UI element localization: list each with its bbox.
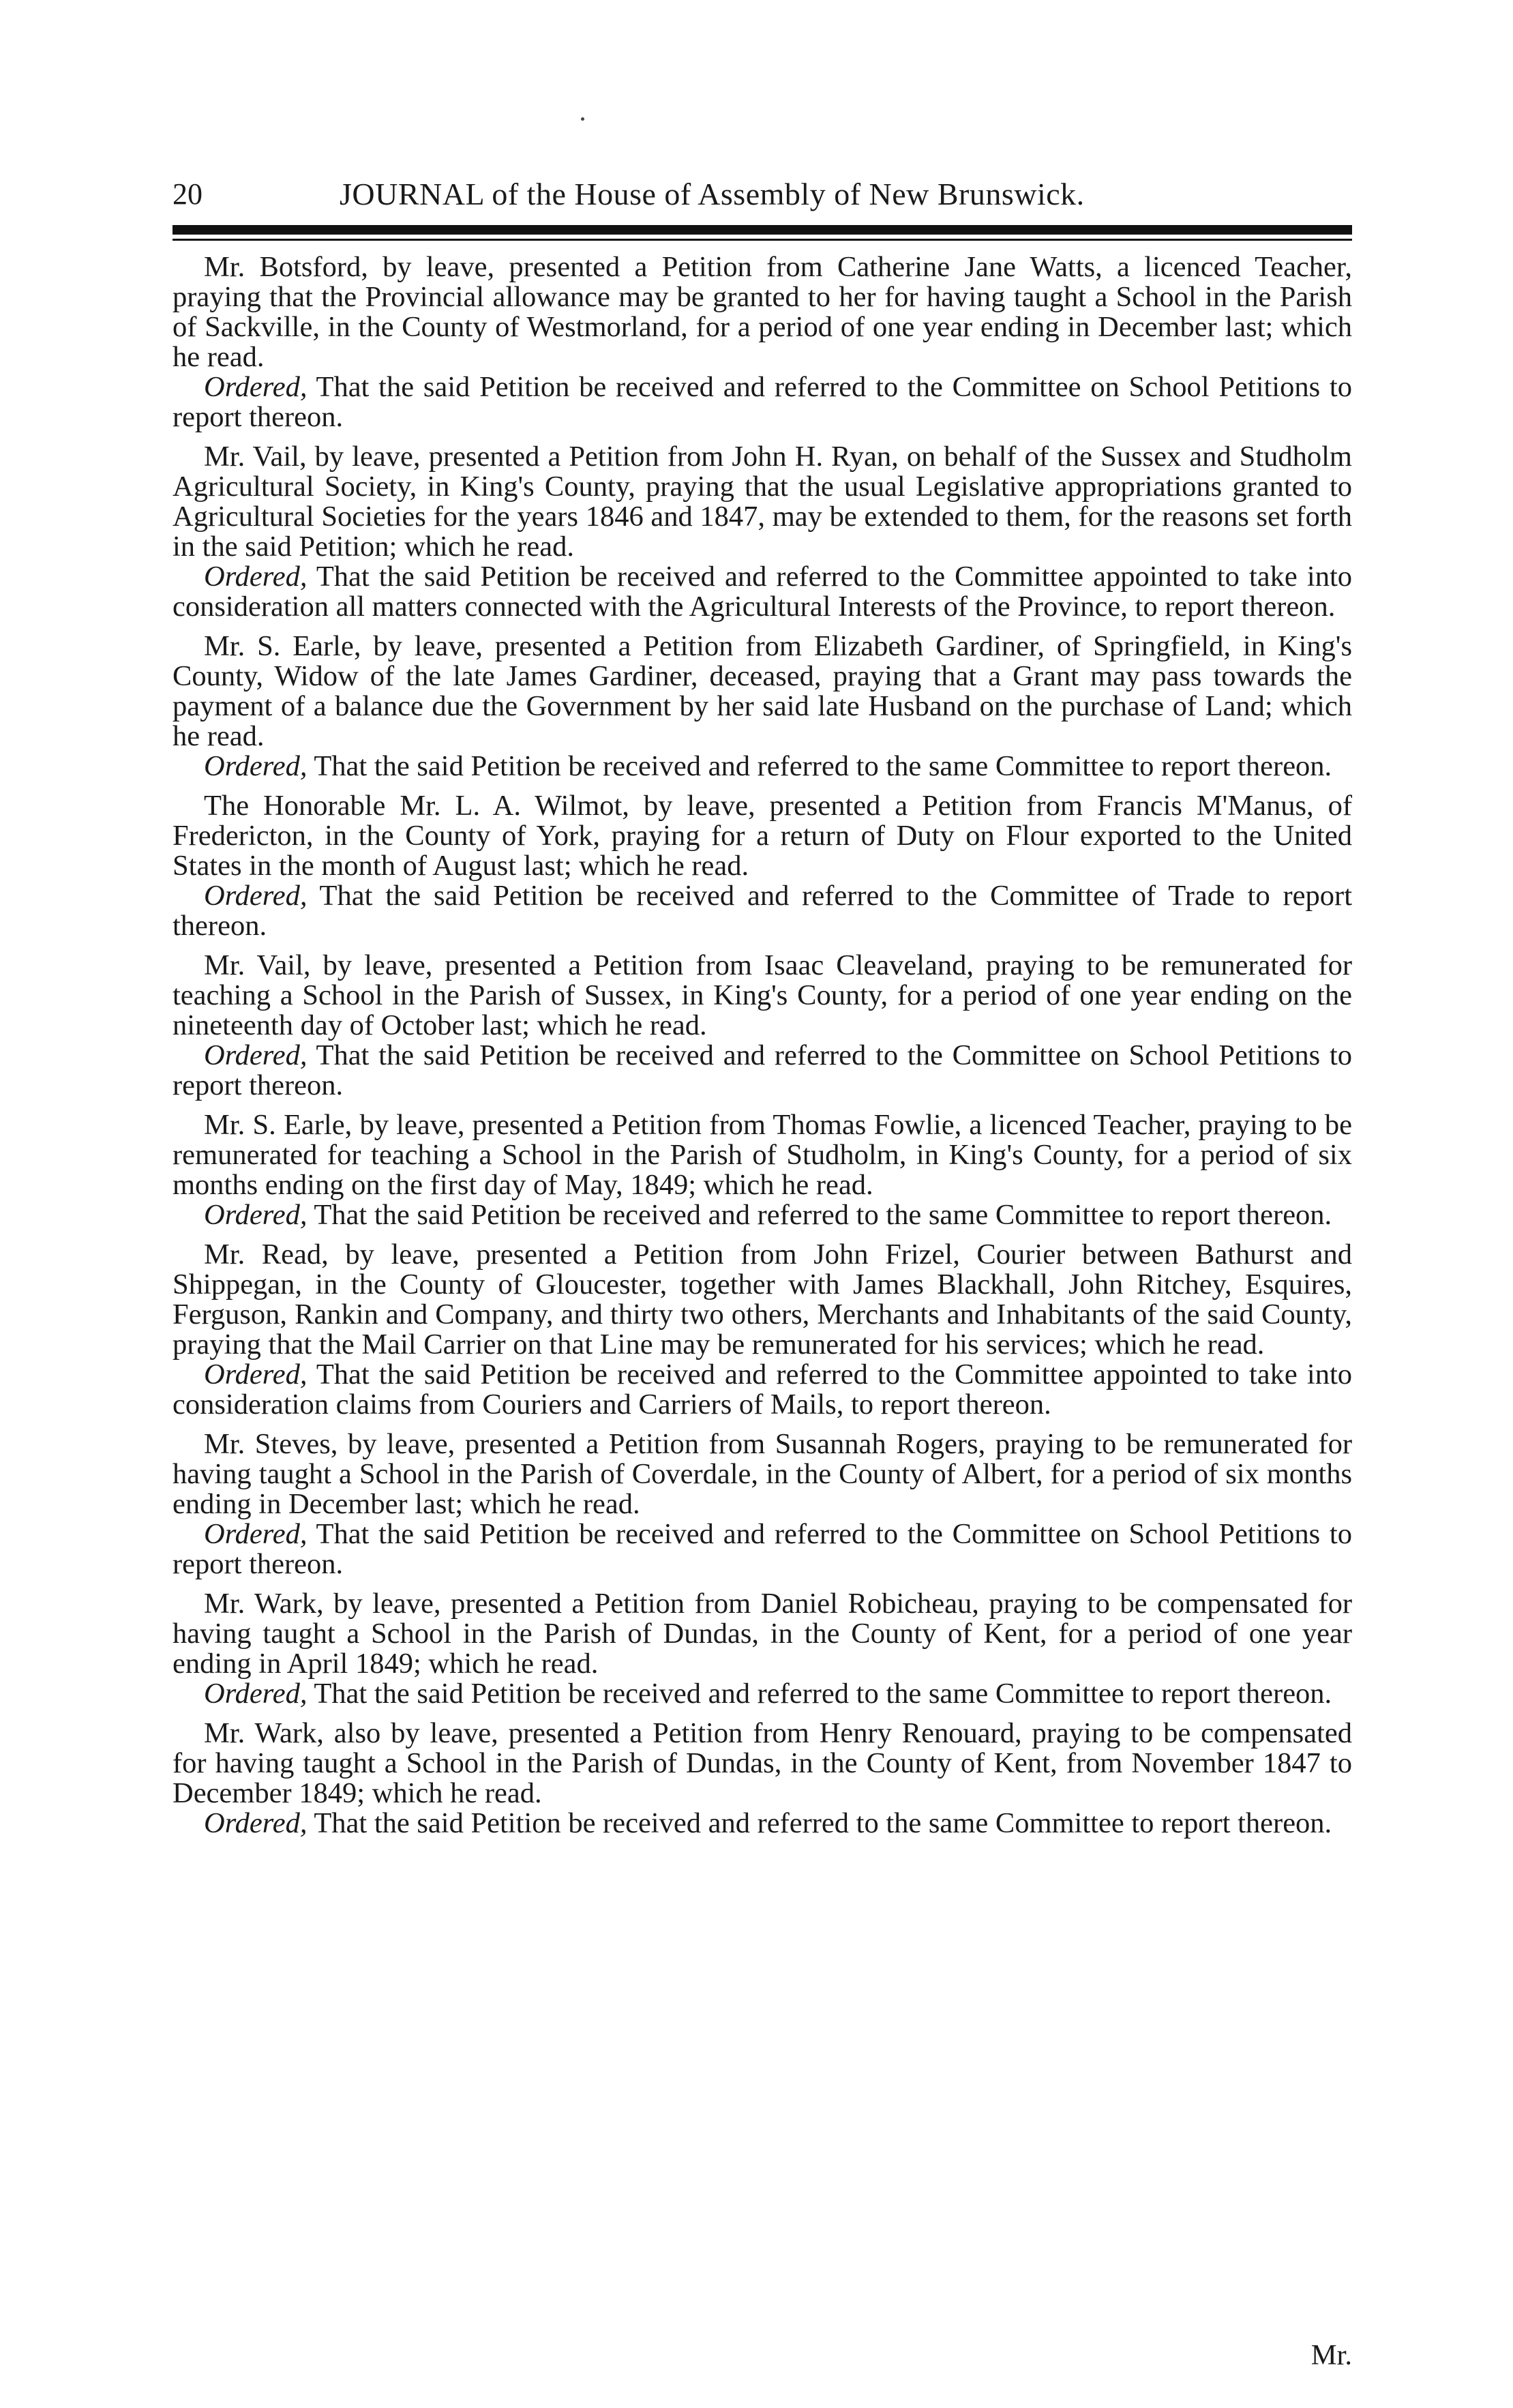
petition-entry: [173, 1589, 1352, 1709]
ordered-text: That the said Petition be received and referred to the Committee on School Petitions to report thereon.: [173, 371, 1352, 433]
petition-entry: [173, 252, 1352, 432]
ordered-text: That the said Petition be received and referred to the same Committee to report thereon.: [314, 1199, 1332, 1231]
ordered-text: That the said Petition be received and referred to the Committee of Trade to report thereon.: [173, 880, 1353, 942]
ordered-text: That the said Petition be received and referred to the same Committee to report thereon.: [314, 1678, 1332, 1710]
petition-paragraph: Mr. Botsford, by leave, presented a Petition from Catherine Jane Watts, a licenced Teacher, praying that the Provincial allowance may be granted to her for having taught a School in the Parish of Sackville, in the County of Westmorland, for a period of one year ending in December last; which he read.: [173, 251, 1352, 373]
ink-speck: [581, 117, 584, 121]
petition-entry: [173, 1429, 1352, 1579]
petition-paragraph: Mr. Vail, by leave, presented a Petition from John H. Ryan, on behalf of the Sussex and Studholm Agricultural Society, in King's County, praying that the usual Legislative appropriations granted to Agricultural Societies for the years 1846 and 1847, may be extended to them, for the reasons set forth in the said Petition; which he read.: [173, 441, 1352, 563]
petition-entry: [173, 791, 1352, 941]
ordered-paragraph: [173, 1519, 1352, 1579]
petition-paragraph: Mr. S. Earle, by leave, presented a Petition from Thomas Fowlie, a licenced Teacher, praying to be remunerated for teaching a School in the Parish of Studholm, in King's County, for a period of six months ending on the first day of May, 1849; which he read.: [173, 1109, 1352, 1201]
ordered-paragraph: [173, 1041, 1352, 1101]
ordered-text: That the said Petition be received and referred to the Committee appointed to take into consideration all matters connected with the Agricultural Interests of the Province, to report thereon.: [173, 561, 1353, 623]
petition-paragraph: The Honorable Mr. L. A. Wilmot, by leave, presented a Petition from Francis M'Manus, of Fredericton, in the County of York, praying for a return of Duty on Flour exported to the United States in the month of August last; which he read.: [173, 790, 1352, 882]
ordered-text: That the said Petition be received and referred to the Committee on School Petitions to report thereon.: [173, 1039, 1352, 1101]
ordered-paragraph: [173, 372, 1352, 432]
ordered-paragraph: [173, 1809, 1352, 1839]
ordered-word: Ordered,: [204, 1358, 308, 1391]
ordered-word: Ordered,: [204, 1518, 308, 1550]
petition-paragraph: Mr. Wark, by leave, presented a Petition from Daniel Robicheau, praying to be compensated for having taught a School in the Parish of Dundas, in the County of Kent, for a period of one year ending in April 1849; which he read.: [173, 1588, 1352, 1680]
ordered-text: That the said Petition be received and referred to the Committee appointed to take into consideration claims from Couriers and Carriers of Mails, to report thereon.: [173, 1358, 1353, 1421]
journal-body: [173, 252, 1352, 1848]
ordered-word: Ordered,: [204, 1039, 308, 1071]
petition-entry: [173, 1719, 1352, 1839]
ordered-word: Ordered,: [204, 561, 308, 593]
petition-entry: [173, 951, 1352, 1101]
petition-paragraph: Mr. S. Earle, by leave, presented a Petition from Elizabeth Gardiner, of Springfield, in King's County, Widow of the late James Gardiner, deceased, praying that a Grant may pass towards the payment of a balance due the Government by her said late Husband on the purchase of Land; which he read.: [173, 630, 1352, 752]
petition-paragraph: Mr. Read, by leave, presented a Petition from John Frizel, Courier between Bathurst and Shippegan, in the County of Gloucester, together with James Blackhall, John Ritchey, Esquires, Ferguson, Rankin and Company, and thirty two others, Merchants and Inhabitants of the said County, praying that the Mail Carrier on that Line may be remunerated for his services; which he read.: [173, 1238, 1352, 1361]
ordered-text: That the said Petition be received and referred to the Committee on School Petitions to report thereon.: [173, 1518, 1352, 1580]
ordered-text: That the said Petition be received and referred to the same Committee to report thereon.: [314, 750, 1332, 782]
ordered-word: Ordered,: [204, 880, 308, 912]
petition-entry: [173, 1240, 1352, 1420]
ordered-paragraph: [173, 562, 1352, 622]
ordered-text: That the said Petition be received and referred to the same Committee to report thereon.: [314, 1807, 1332, 1839]
ordered-word: Ordered,: [204, 750, 308, 782]
petition-entry: [173, 631, 1352, 782]
ordered-word: Ordered,: [204, 371, 308, 403]
ordered-paragraph: [173, 881, 1352, 941]
ordered-word: Ordered,: [204, 1807, 308, 1839]
ordered-paragraph: [173, 1200, 1352, 1230]
petition-paragraph: Mr. Steves, by leave, presented a Petition from Susannah Rogers, praying to be remunerated for having taught a School in the Parish of Coverdale, in the County of Albert, for a period of six months ending in December last; which he read.: [173, 1428, 1352, 1520]
ordered-paragraph: [173, 1360, 1352, 1420]
ordered-word: Ordered,: [204, 1199, 308, 1231]
header-rule-thick: [173, 225, 1352, 235]
petition-paragraph: Mr. Vail, by leave, presented a Petition from Isaac Cleaveland, praying to be remunerated for teaching a School in the Parish of Sussex, in King's County, for a period of one year ending on the nineteenth day of October last; which he read.: [173, 949, 1352, 1041]
page-header: [173, 172, 1352, 220]
ordered-paragraph: [173, 752, 1352, 782]
page-number: 20: [173, 177, 203, 211]
running-title: JOURNAL of the House of Assembly of New Brunswick.: [340, 177, 1085, 211]
petition-entry: [173, 442, 1352, 622]
ordered-paragraph: [173, 1679, 1352, 1709]
petition-entry: [173, 1110, 1352, 1230]
ordered-word: Ordered,: [204, 1678, 308, 1710]
petition-paragraph: Mr. Wark, also by leave, presented a Petition from Henry Renouard, praying to be compensated for having taught a School in the Parish of Dundas, in the County of Kent, from November 1847 to December 1849; which he read.: [173, 1717, 1352, 1809]
catchword: Mr.: [1310, 2339, 1352, 2371]
header-rule-thin: [173, 239, 1352, 241]
